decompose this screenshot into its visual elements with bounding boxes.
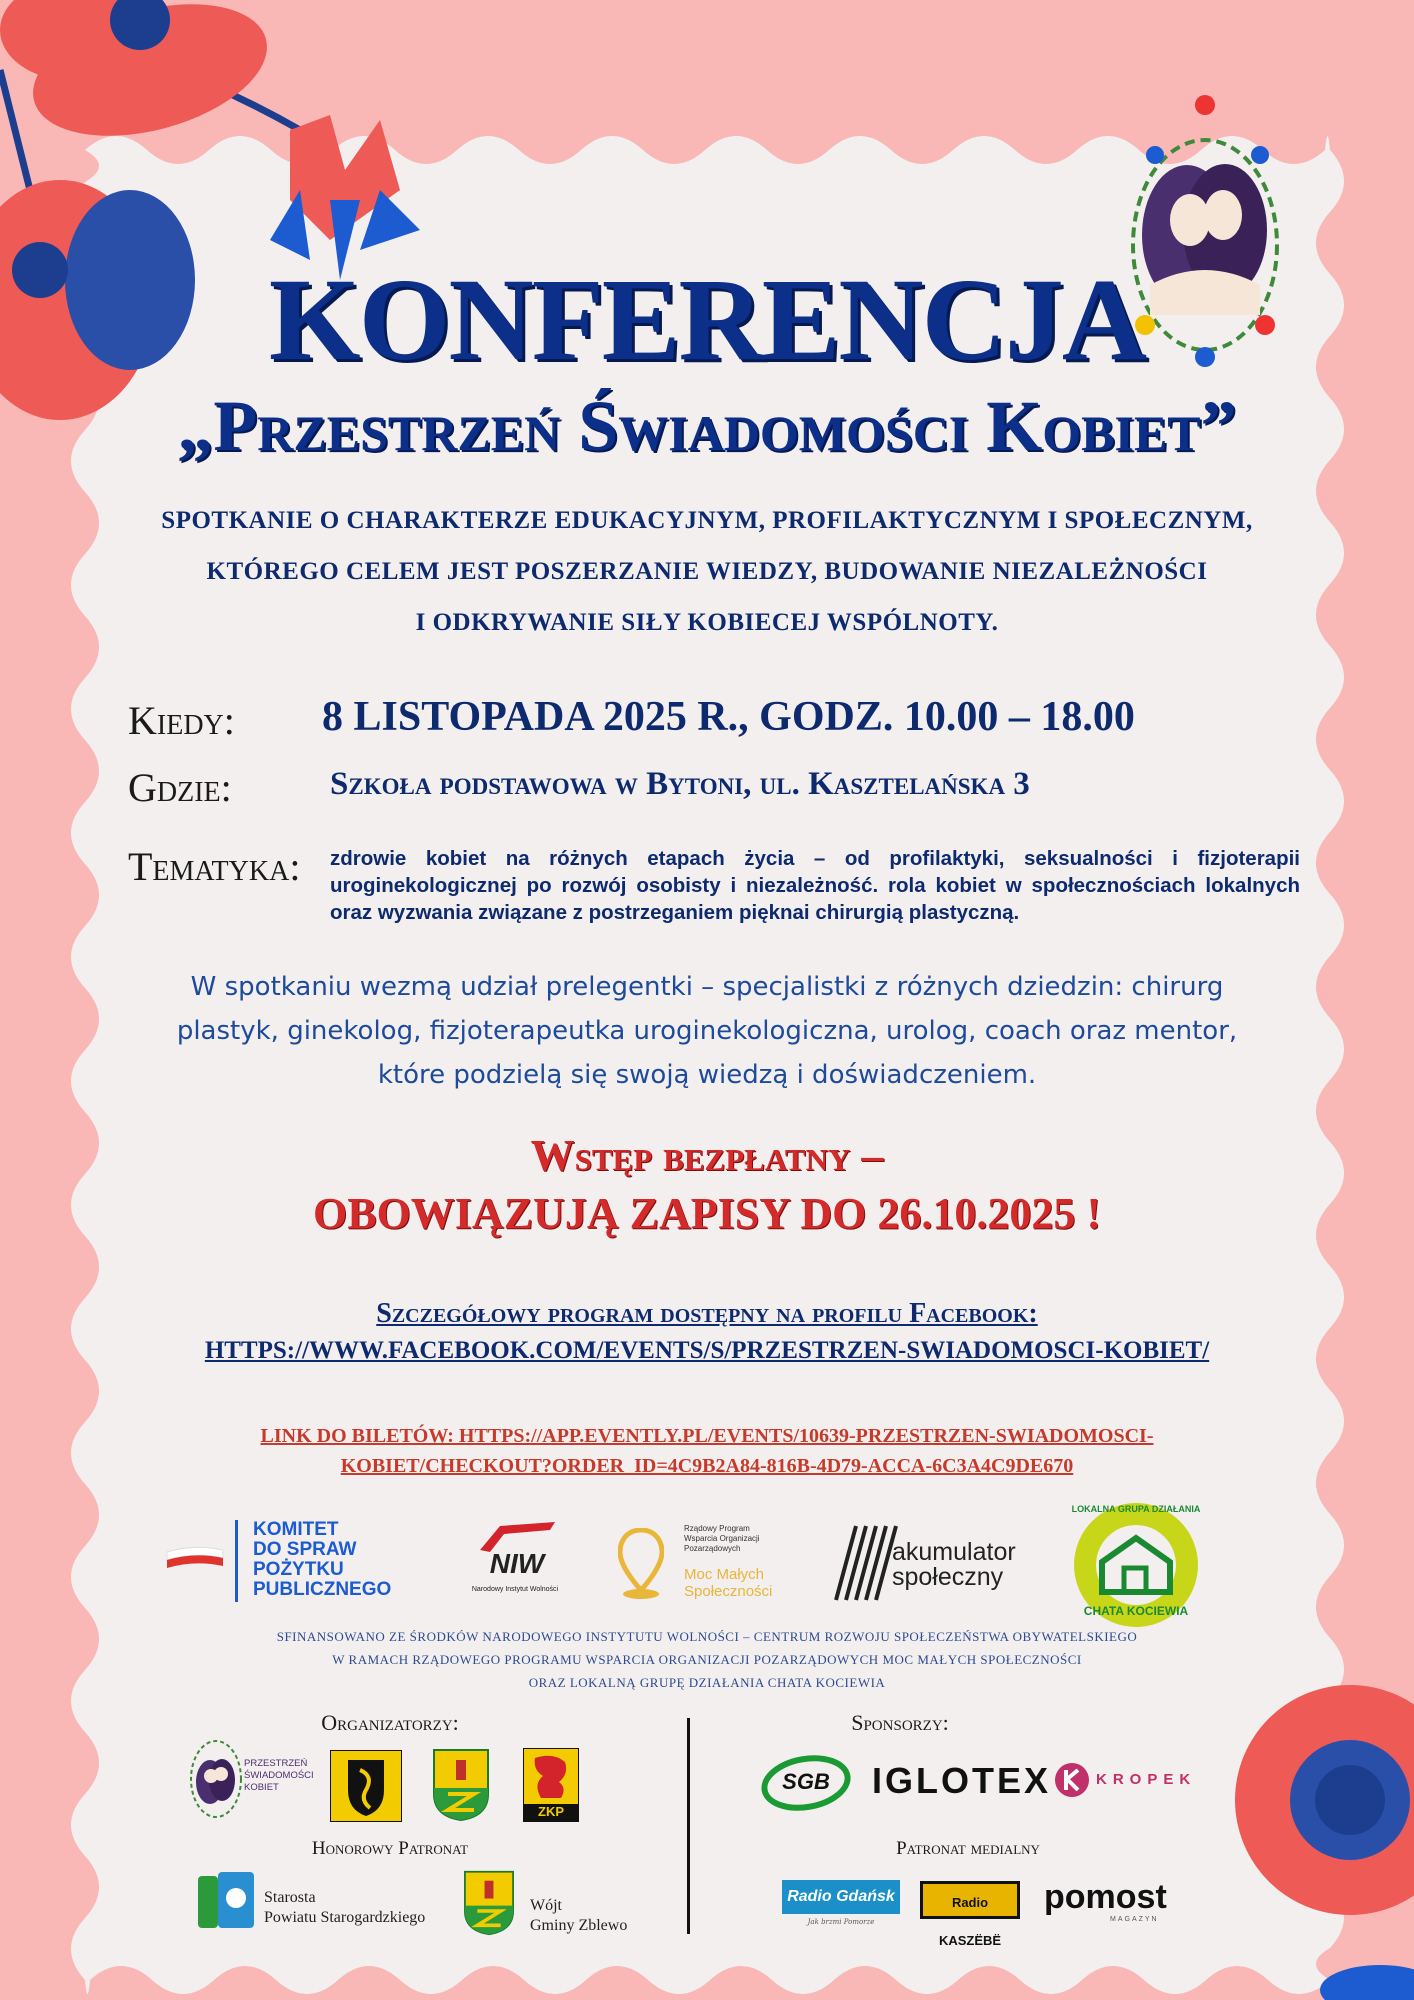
psk-emblem-icon — [188, 1736, 244, 1822]
radio-kaszebe-logo: Radio KASZËBË — [920, 1881, 1020, 1919]
speakers-line-1: W spotkaniu wezmą udział prelegentki – specjalistki z różnych dziedzin: chirurg — [190, 972, 1224, 1002]
kropek-text: KROPEK — [1096, 1771, 1197, 1788]
akumulator-line-1: akumulator — [892, 1538, 1016, 1566]
moc-malych-logo — [618, 1524, 788, 1604]
komitet-divider — [235, 1520, 238, 1602]
intro-line-2: KTÓREGO CELEM JEST POSZERZANIE WIEDZY, BUDOWANIE NIEZALEŻNOŚCI — [206, 558, 1208, 585]
moc-pin-icon — [618, 1528, 664, 1600]
free-entry-line-1: Wstęp bezpłatny – — [530, 1131, 884, 1180]
facebook-event-link[interactable]: HTTPS://WWW.FACEBOOK.COM/EVENTS/S/PRZESTRZEN-SWIADOMOSCI-KOBIET/ — [204, 1337, 1210, 1364]
akumulator-logo — [832, 1522, 1032, 1604]
topic-value: zdrowie kobiet na różnych etapach życia – od profilaktyki, seksualności i fizjoterapii uroginekologicznej po rozwój osobisty i niezależność. rola kobiet w społecznościach lokalnych oraz wyzwania związane z postrzeganiem pięknai chirurgią plastyczną. — [330, 847, 1300, 924]
lgd-chata-kociewia-logo — [1066, 1500, 1206, 1630]
wojt-coat-of-arms-icon — [462, 1870, 516, 1936]
niw-caption: Narodowy Instytut Wolności — [471, 1586, 559, 1593]
radio-gdansk-tagline: Jak brzmi Pomorze — [807, 1918, 875, 1926]
speakers-line-2: plastyk, ginekolog, fizjoterapeutka uroginekologiczna, urolog, coach oraz mentor, — [176, 1016, 1238, 1046]
psk-line-1: PRZESTRZEŃ — [244, 1758, 308, 1769]
topic-label: Tematyka: — [128, 844, 301, 889]
where-value: Szkoła podstawowa w Bytoni, ul. Kasztelańska 3 — [330, 766, 1030, 802]
komitet-line-3: POŻYTKU — [253, 1559, 344, 1580]
moc-name-1: Moc Małych — [684, 1566, 765, 1583]
iglotex-logo: IGLOTEX — [872, 1760, 1052, 1801]
wojt-line-1: Wójt — [530, 1897, 562, 1914]
kropek-k-icon — [1054, 1762, 1090, 1798]
page-title: KONFERENCJA — [268, 254, 1146, 385]
sgb-text: SGB — [782, 1769, 830, 1794]
pomost-subtext: MAGAZYN — [1110, 1916, 1159, 1923]
where-label: Gdzie: — [128, 765, 232, 810]
komitet-line-1: KOMITET — [253, 1519, 339, 1540]
funding-note-3: ORAZ LOKALNĄ GRUPĘ DZIAŁANIA CHATA KOCIEWIA — [528, 1675, 886, 1690]
honorary-heading: Honorowy Patronat — [311, 1838, 469, 1859]
zkp-logo — [523, 1748, 579, 1822]
niw-mark-text: NIW — [489, 1548, 545, 1579]
starosta-line-1: Starosta — [264, 1889, 316, 1906]
media-heading: Patronat medialny — [896, 1838, 1040, 1859]
moc-small-3: Pozarządowych — [684, 1544, 741, 1553]
psk-logo — [188, 1736, 314, 1822]
black-coat-of-arms-icon — [330, 1750, 402, 1822]
when-value: 8 LISTOPADA 2025 R., GODZ. 10.00 – 18.00 — [322, 694, 1135, 740]
kropek-logo — [1054, 1762, 1204, 1798]
akumulator-line-2: społeczny — [892, 1563, 1004, 1591]
funding-note-1: SFINANSOWANO ZE ŚRODKÓW NARODOWEGO INSTYTUTU WOLNOŚCI – CENTRUM ROZWOJU SPOŁECZEŃSTWA OBYWATELSKIEGO — [276, 1629, 1138, 1644]
radio-gdansk-logo — [782, 1880, 902, 1932]
section-divider — [687, 1718, 690, 1934]
lgd-ring-text: LOKALNA GRUPA DZIAŁANIA — [1071, 1504, 1201, 1514]
sponsors-heading: Sponsorzy: — [851, 1710, 949, 1735]
komitet-logo — [165, 1520, 425, 1602]
niw-logo — [460, 1520, 570, 1602]
moc-small-1: Rządowy Program — [684, 1524, 750, 1533]
radio-gdansk-text: Radio Gdańsk — [782, 1880, 900, 1914]
gmina-coat-of-arms-icon — [432, 1748, 490, 1822]
sgb-logo — [760, 1753, 852, 1813]
wojt-line-2: Gminy Zblewo — [530, 1917, 628, 1934]
pomost-text: pomost — [1044, 1878, 1167, 1916]
page-subtitle: „Przestrzeń Świadomości Kobiet” — [177, 386, 1237, 466]
pomost-logo — [1044, 1878, 1174, 1924]
tickets-link-line-2[interactable]: KOBIET/CHECKOUT?ORDER_ID=4C9B2A84-816B-4D79-ACCA-6C3A4C9DE670 — [340, 1455, 1074, 1477]
psk-line-3: KOBIET — [244, 1782, 279, 1793]
lgd-name: CHATA KOCIEWIA — [1083, 1604, 1189, 1618]
when-label: Kiedy: — [128, 698, 235, 743]
psk-line-2: ŚWIADOMOŚCI — [244, 1770, 314, 1781]
intro-line-1: SPOTKANIE O CHARAKTERZE EDUKACYJNYM, PROFILAKTYCZNYM I SPOŁECZNYM, — [161, 507, 1253, 534]
wojt-logo — [462, 1870, 642, 1936]
zkp-text: ZKP — [538, 1804, 564, 1819]
starosta-emblem-icon — [198, 1872, 254, 1932]
organizers-heading: Organizatorzy: — [321, 1710, 459, 1735]
speakers-line-3: które podzielą się swoją wiedzą i doświadczeniem. — [377, 1060, 1037, 1090]
komitet-line-2: DO SPRAW — [253, 1539, 357, 1560]
polish-flag-icon — [165, 1544, 225, 1574]
starosta-line-2: Powiatu Starogardzkiego — [264, 1909, 426, 1926]
moc-name-2: Społeczności — [684, 1583, 773, 1600]
funding-note-2: W RAMACH RZĄDOWEGO PROGRAMU WSPARCIA ORGANIZACJI POZARZĄDOWYCH MOC MAŁYCH SPOŁECZNOŚCI — [332, 1652, 1082, 1667]
moc-small-2: Wsparcia Organizacji — [684, 1534, 760, 1543]
facebook-program-text: Szczegółowy program dostępny na profilu Facebook: — [376, 1298, 1038, 1329]
free-entry-line-2: OBOWIĄZUJĄ ZAPISY DO 26.10.2025 ! — [313, 1189, 1101, 1238]
starosta-logo — [198, 1872, 458, 1934]
komitet-line-4: PUBLICZNEGO — [253, 1579, 392, 1600]
intro-line-3: I ODKRYWANIE SIŁY KOBIECEJ WSPÓLNOTY. — [415, 609, 999, 636]
tickets-link-line-1[interactable]: LINK DO BILETÓW: HTTPS://APP.EVENTLY.PL/EVENTS/10639-PRZESTRZEN-SWIADOMOSCI- — [260, 1425, 1154, 1447]
